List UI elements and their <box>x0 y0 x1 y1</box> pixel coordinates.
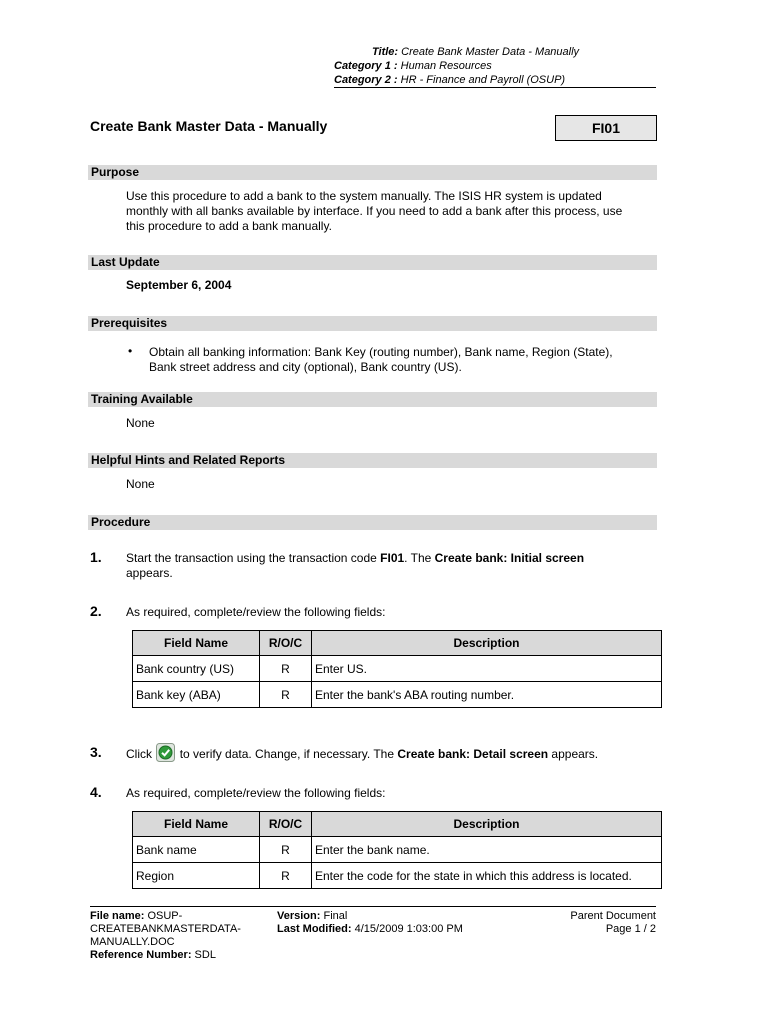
prerequisites-line-1: Obtain all banking information: Bank Key (routing number), Bank name, Region (State), <box>149 345 613 359</box>
column-header-roc: R/O/C <box>260 631 312 656</box>
transaction-code-box: FI01 <box>555 115 657 141</box>
training-value: None <box>126 416 155 430</box>
fields-table-2 <box>132 811 662 889</box>
purpose-line-3: this procedure to add a bank manually. <box>126 219 332 233</box>
header-category-1 <box>334 60 492 72</box>
footer-reference-value: SDL <box>194 949 216 961</box>
step-1-line-2: appears. <box>126 566 173 580</box>
column-header-description: Description <box>312 812 662 837</box>
section-prerequisites-heading: Prerequisites <box>88 316 657 331</box>
footer-parent-document: Parent Document <box>570 910 656 922</box>
step-4-text: As required, complete/review the following fields: <box>126 786 386 800</box>
footer-modified-label: Last Modified: <box>277 923 352 935</box>
footer-version-info <box>277 910 463 936</box>
cell-field-name: Bank country (US) <box>133 656 260 682</box>
prerequisites-line-2: Bank street address and city (optional), Bank country (US). <box>149 360 462 374</box>
bullet-icon: • <box>128 344 133 358</box>
cell-description: Enter the code for the state in which this address is located. <box>312 863 662 889</box>
cell-roc: R <box>260 837 312 863</box>
cell-roc: R <box>260 656 312 682</box>
step-3-screen-name: Create bank: Detail screen <box>397 747 549 761</box>
cell-field-name: Bank name <box>133 837 260 863</box>
column-header-description: Description <box>312 631 662 656</box>
step-1-screen-name: Create bank: Initial screen <box>434 551 585 565</box>
header-category-2-label: Category 2 : <box>334 74 398 86</box>
footer-reference <box>90 949 241 962</box>
footer-page-info <box>500 910 656 936</box>
column-header-roc: R/O/C <box>260 812 312 837</box>
step-2-number: 2. <box>90 603 102 619</box>
table-row <box>133 656 662 682</box>
column-header-field-name: Field Name <box>133 812 260 837</box>
footer-version-label: Version: <box>277 910 321 922</box>
footer-page-number: Page 1 / 2 <box>605 923 656 935</box>
cell-description: Enter US. <box>312 656 662 682</box>
cell-field-name: Bank key (ABA) <box>133 682 260 708</box>
table-row <box>133 682 662 708</box>
step-3-part-d: appears. <box>548 747 599 761</box>
header-title-label: Title: <box>372 46 399 58</box>
cell-description: Enter the bank's ABA routing number. <box>312 682 662 708</box>
footer-modified <box>277 923 463 936</box>
header-category-2-value: HR - Finance and Payroll (OSUP) <box>400 74 566 86</box>
purpose-line-2: monthly with all banks available by interface. If you need to add a bank after this process, use <box>126 204 623 218</box>
footer-rule <box>90 906 656 907</box>
step-3-text <box>126 743 598 762</box>
step-4-number: 4. <box>90 784 102 800</box>
section-training-heading: Training Available <box>88 392 657 407</box>
step-2-text: As required, complete/review the following fields: <box>126 605 386 619</box>
step-1-part-c: . The <box>404 551 435 565</box>
section-purpose-heading: Purpose <box>88 165 657 180</box>
step-1-text <box>126 551 584 581</box>
footer-file-info <box>90 910 241 962</box>
hints-value: None <box>126 477 155 491</box>
table-header-row <box>133 631 662 656</box>
cell-field-name: Region <box>133 863 260 889</box>
section-last-update-heading: Last Update <box>88 255 657 270</box>
header-title-value: Create Bank Master Data - Manually <box>401 46 580 58</box>
footer-file-line-1 <box>90 910 241 923</box>
step-1-code: FI01 <box>380 551 405 565</box>
table-row <box>133 837 662 863</box>
header-title <box>372 46 579 58</box>
footer-modified-value: 4/15/2009 1:03:00 PM <box>354 923 463 935</box>
header-category-1-label: Category 1 : <box>334 60 398 72</box>
footer-version <box>277 910 463 923</box>
step-3-number: 3. <box>90 744 102 760</box>
footer-reference-label: Reference Number: <box>90 949 192 961</box>
footer-file-label: File name: <box>90 910 145 922</box>
cell-roc: R <box>260 682 312 708</box>
purpose-line-1: Use this procedure to add a bank to the system manually. The ISIS HR system is updated <box>126 189 602 203</box>
section-procedure-heading: Procedure <box>88 515 657 530</box>
last-update-value: September 6, 2004 <box>126 278 232 292</box>
header-rule <box>334 87 656 88</box>
header-category-1-value: Human Resources <box>400 60 492 72</box>
header-category-2 <box>334 74 565 86</box>
green-check-icon <box>156 743 175 762</box>
table-row <box>133 863 662 889</box>
purpose-text <box>126 189 622 234</box>
footer-file-line-3: MANUALLY.DOC <box>90 936 175 948</box>
prerequisites-text <box>149 345 613 375</box>
step-1-number: 1. <box>90 549 102 565</box>
column-header-field-name: Field Name <box>133 631 260 656</box>
footer-file-line-2: CREATEBANKMASTERDATA- <box>90 923 241 935</box>
table-header-row <box>133 812 662 837</box>
step-3-part-b: to verify data. Change, if necessary. The <box>179 747 398 761</box>
cell-description: Enter the bank name. <box>312 837 662 863</box>
footer-file-part-1: OSUP- <box>147 910 183 922</box>
step-1-line-1 <box>126 551 584 566</box>
step-3-part-a: Click <box>126 747 152 761</box>
section-hints-heading: Helpful Hints and Related Reports <box>88 453 657 468</box>
cell-roc: R <box>260 863 312 889</box>
footer-version-value: Final <box>323 910 348 922</box>
step-1-part-a: Start the transaction using the transaction code <box>126 551 381 565</box>
fields-table-1 <box>132 630 662 708</box>
document-title: Create Bank Master Data - Manually <box>90 118 328 134</box>
